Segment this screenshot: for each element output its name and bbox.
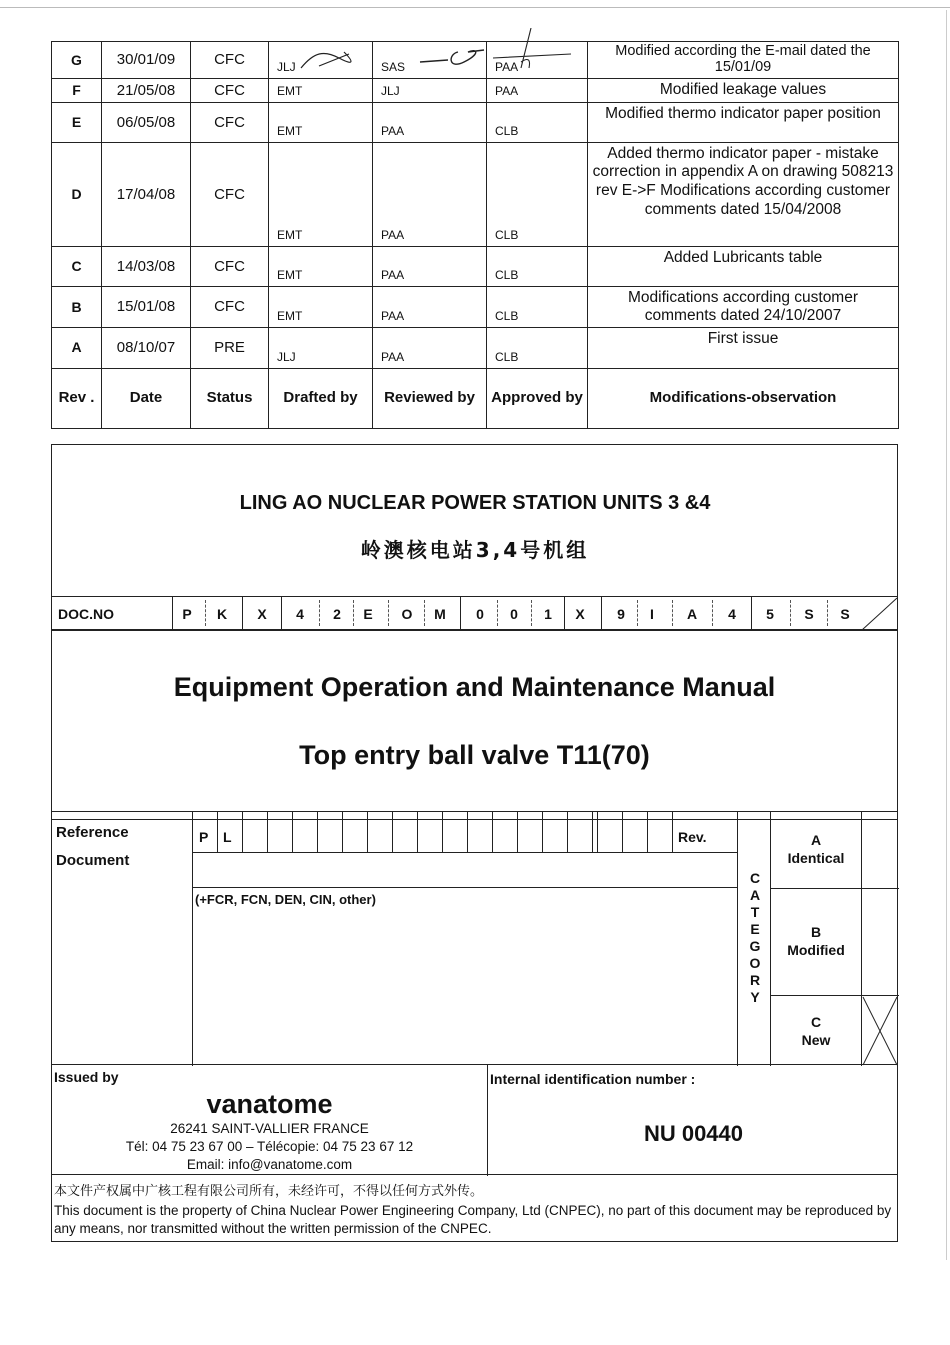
reference-code-char: P [199, 829, 209, 845]
doc-number-char: 5 [766, 606, 774, 622]
reference-grid-line [597, 812, 598, 852]
header-rev: Rev . [52, 368, 102, 428]
rev-status: CFC [191, 102, 269, 142]
revision-row [52, 78, 899, 102]
rev-status: PRE [191, 327, 269, 368]
reference-grid-line [517, 812, 518, 852]
reference-grid-line [672, 812, 673, 852]
rev-letter: B [52, 286, 102, 327]
category-b-letter: B [810, 924, 822, 940]
category-c-letter: C [810, 1014, 822, 1030]
doc-number-char: E [363, 606, 373, 622]
doc-number-char: 4 [728, 606, 736, 622]
doc-number-char: 0 [476, 606, 484, 622]
reference-grid-line [267, 812, 268, 852]
reference-grid-line [542, 812, 543, 852]
rev-status: CFC [191, 246, 269, 286]
reference-grid-line [467, 812, 468, 852]
notice-en: This document is the property of China Nuclear Power Engineering Company, Ltd (CNPEC), no part of this document may be reproduced by any means, nor transmitted without the written permission of the CNPEC. [54, 1203, 892, 1236]
reference-grid-line [367, 812, 368, 852]
rev-reviewed: SAS [373, 42, 487, 79]
revision-row [52, 327, 899, 368]
reference-grid-line [417, 812, 418, 852]
rev-letter: E [52, 102, 102, 142]
doc-number-separator [637, 600, 638, 626]
rev-status: CFC [191, 286, 269, 327]
reference-code-grid [192, 812, 737, 852]
rev-modification: Added Lubricants table [588, 246, 899, 286]
doc-number-separator [827, 600, 828, 626]
diagonal-mark-icon [860, 597, 898, 631]
doc-number-char: 2 [333, 606, 341, 622]
doc-number-separator [460, 597, 461, 631]
station-title-cn: 岭澳核电站3,4号机组 [360, 538, 590, 562]
manual-title: Equipment Operation and Maintenance Manual [173, 672, 776, 702]
station-title-box [51, 444, 898, 597]
issued-by-label: Issued by [54, 1069, 119, 1085]
doc-number-separator [424, 600, 425, 626]
rev-approved: CLB [487, 142, 588, 246]
revision-row [52, 246, 899, 286]
doc-number-separator [497, 600, 498, 626]
rev-approved: CLB [487, 327, 588, 368]
reference-grid-line [217, 812, 218, 852]
doc-number-char: M [434, 606, 446, 622]
category-label [740, 812, 770, 1066]
rev-date: 30/01/09 [102, 42, 191, 79]
category-c-name: New [801, 1032, 831, 1048]
reference-box [51, 811, 898, 1065]
revision-row [52, 286, 899, 327]
rev-modification: First issue [588, 327, 899, 368]
reference-grid-line [622, 812, 623, 852]
doc-number-separator [601, 597, 602, 631]
doc-number-label: DOC.NO [58, 606, 114, 622]
manual-subtitle: Top entry ball valve T11(70) [299, 740, 650, 770]
reference-grid-line [647, 812, 648, 852]
rev-reviewed: PAA [373, 327, 487, 368]
rev-letter: A [52, 327, 102, 368]
category-c-checkbox-cross-icon[interactable] [862, 996, 898, 1066]
doc-number-char: O [401, 606, 413, 622]
property-notice [51, 1175, 898, 1242]
rev-date: 15/01/08 [102, 286, 191, 327]
rev-reviewed: PAA [373, 286, 487, 327]
revision-table [51, 41, 899, 429]
doc-number-char: X [257, 606, 267, 622]
signature-icon [418, 44, 488, 72]
rev-approved: CLB [487, 286, 588, 327]
header-modifications: Modifications-observation [588, 368, 899, 428]
reference-other-note: (+FCR, FCN, DEN, CIN, other) [195, 892, 376, 907]
category-letter: T [750, 904, 760, 920]
signature-icon [299, 48, 359, 72]
category-letter: Y [750, 989, 760, 1005]
category-top-cell [740, 812, 771, 852]
rev-status: CFC [191, 42, 269, 79]
notice-cn: 本文件产权属中广核工程有限公司所有，未经许可，不得以任何方式外传。 [54, 1184, 484, 1199]
doc-number-separator [281, 597, 282, 631]
rev-reviewed: PAA [373, 102, 487, 142]
doc-number-separator [353, 600, 354, 626]
signature-icon [491, 28, 581, 72]
rev-date: 08/10/07 [102, 327, 191, 368]
rev-modification: Modified thermo indicator paper position [588, 102, 899, 142]
rev-drafted: JLJ [269, 327, 373, 368]
rev-approved: PAA [487, 42, 588, 79]
rev-date: 21/05/08 [102, 78, 191, 102]
reference-grid-line [392, 812, 393, 852]
header-drafted: Drafted by [269, 368, 373, 428]
category-letter: E [750, 921, 760, 937]
reference-grid-line [567, 812, 568, 852]
rev-drafted: EMT [269, 102, 373, 142]
rev-reviewed: PAA [373, 246, 487, 286]
reference-code-char: L [223, 829, 232, 845]
category-letter: O [749, 955, 761, 971]
issued-box [51, 1064, 898, 1175]
doc-number-char: S [804, 606, 814, 622]
doc-number-char: I [650, 606, 654, 622]
rev-date: 14/03/08 [102, 246, 191, 286]
category-a-checkbox[interactable] [862, 813, 898, 888]
company-phone: Tél: 04 75 23 67 00 – Télécopie: 04 75 23 67 12 [125, 1139, 414, 1154]
rev-letter: G [52, 42, 102, 79]
rev-date: 06/05/08 [102, 102, 191, 142]
doc-number-separator [790, 600, 791, 626]
reference-grid-line [592, 812, 593, 852]
reference-rev-label: Rev. [678, 829, 707, 845]
category-b-name: Modified [787, 942, 845, 958]
internal-id-label: Internal identification number : [490, 1071, 696, 1087]
reference-grid-line [317, 812, 318, 852]
revision-header-row [52, 368, 899, 428]
header-reviewed: Reviewed by [373, 368, 487, 428]
reference-line [192, 852, 737, 853]
rev-status: CFC [191, 142, 269, 246]
rev-approved: CLB [487, 102, 588, 142]
reference-grid-line [442, 812, 443, 852]
category-a-name: Identical [787, 850, 845, 866]
category-letter: A [749, 887, 761, 903]
internal-id-value: NU 00440 [643, 1121, 744, 1146]
reference-line [192, 887, 737, 888]
rev-approved: PAA [487, 78, 588, 102]
doc-number-separator [388, 600, 389, 626]
doc-number-char: 4 [296, 606, 304, 622]
doc-number-separator [712, 600, 713, 626]
doc-number-separator [319, 600, 320, 626]
reference-label: Reference [56, 824, 129, 841]
rev-letter: F [52, 78, 102, 102]
station-title-en: LING AO NUCLEAR POWER STATION UNITS 3 &4 [239, 492, 711, 514]
rev-date: 17/04/08 [102, 142, 191, 246]
doc-number-separator [531, 600, 532, 626]
company-logo-text: vanatome [206, 1089, 333, 1119]
doc-number-separator [751, 597, 752, 631]
doc-number-char: P [182, 606, 192, 622]
rev-reviewed: JLJ [373, 78, 487, 102]
revision-row [52, 42, 899, 79]
rev-approved: CLB [487, 246, 588, 286]
rev-modification: Modified leakage values [588, 78, 899, 102]
category-b-checkbox[interactable] [862, 889, 898, 995]
rev-modification: Added thermo indicator paper - mistake correction in appendix A on drawing 508213 rev E->F Modifications according customer comments dated 15/04/2008 [588, 142, 899, 246]
rev-drafted: EMT [269, 246, 373, 286]
reference-grid-line [292, 812, 293, 852]
category-letter: C [749, 870, 761, 886]
doc-number-char: A [686, 606, 698, 622]
right-scan-line [946, 10, 947, 1260]
revision-row [52, 142, 899, 246]
company-address: 26241 SAINT-VALLIER FRANCE [170, 1121, 369, 1136]
doc-number-char: X [575, 606, 585, 622]
rev-drafted: JLJ [269, 42, 373, 79]
rev-modification: Modifications according customer comments dated 24/10/2007 [588, 286, 899, 327]
doc-number-char: 9 [617, 606, 625, 622]
reference-grid-line [492, 812, 493, 852]
top-scan-line [0, 7, 950, 8]
revision-row [52, 102, 899, 142]
category-left-line [737, 812, 738, 1066]
manual-title-box [51, 630, 898, 820]
rev-drafted: EMT [269, 286, 373, 327]
rev-reviewed: PAA [373, 142, 487, 246]
doc-number-separator [242, 597, 243, 631]
header-approved: Approved by [487, 368, 588, 428]
doc-number-char: 1 [544, 606, 552, 622]
doc-number-separator [672, 600, 673, 626]
rev-letter: C [52, 246, 102, 286]
rev-modification: Modified according the E-mail dated the 15/01/09 [588, 42, 899, 79]
doc-number-row [51, 596, 898, 630]
rev-drafted: EMT [269, 78, 373, 102]
doc-number-divider [172, 597, 173, 631]
doc-number-separator [564, 597, 565, 631]
doc-number-char: 0 [510, 606, 518, 622]
doc-number-char: S [840, 606, 850, 622]
rev-drafted: EMT [269, 142, 373, 246]
doc-number-char: K [216, 606, 228, 622]
rev-status: CFC [191, 78, 269, 102]
header-status: Status [191, 368, 269, 428]
doc-number-separator [205, 600, 206, 626]
category-letter: R [749, 972, 761, 988]
document-label: Document [56, 852, 130, 869]
category-letter: G [749, 938, 761, 954]
category-a-letter: A [810, 832, 822, 848]
reference-grid-line [242, 812, 243, 852]
header-date: Date [102, 368, 191, 428]
company-email: Email: info@vanatome.com [186, 1157, 353, 1172]
rev-letter: D [52, 142, 102, 246]
reference-grid-line [342, 812, 343, 852]
